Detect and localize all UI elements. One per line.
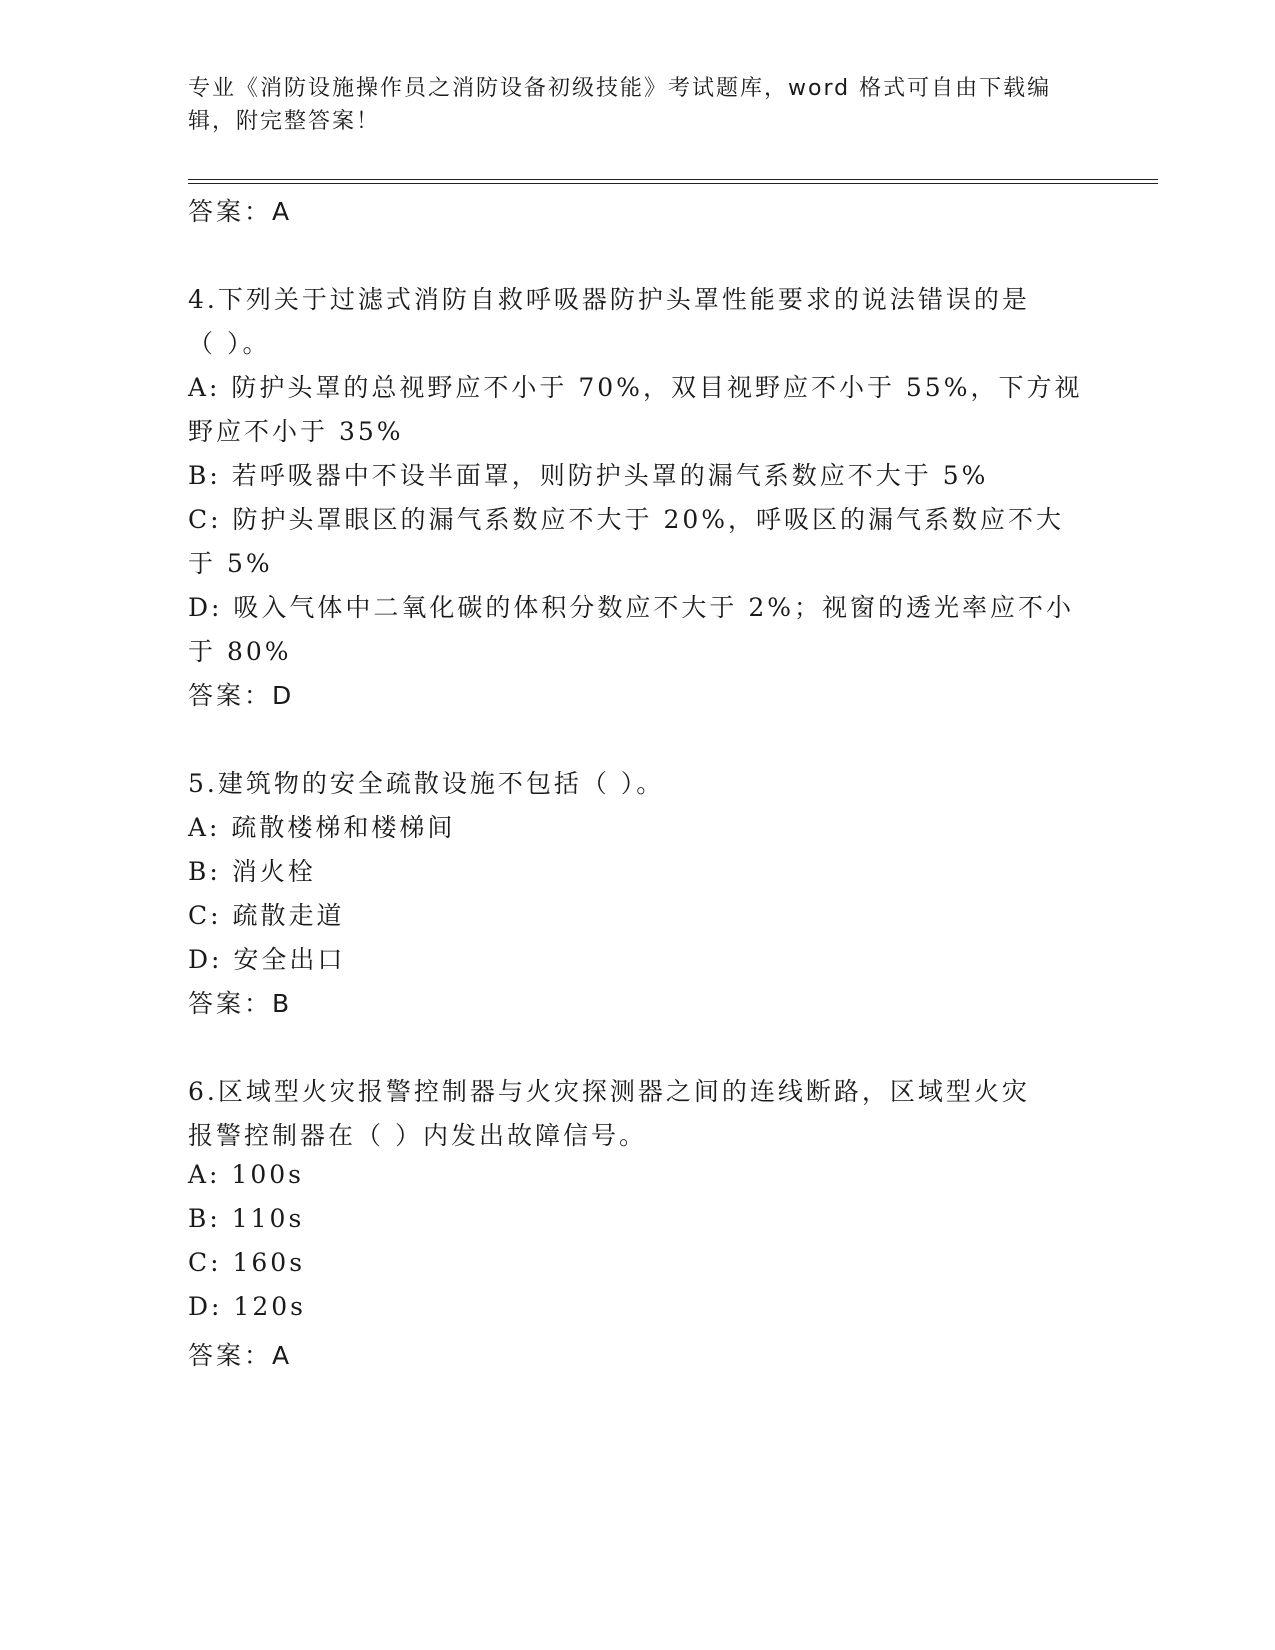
header-line-1: 专业《消防设施操作员之消防设备初级技能》考试题库，word 格式可自由下载编 [188, 76, 1052, 101]
q4-option-a-line-2: 野应不小于 35% [188, 417, 404, 446]
q6-option-d: D: 120s [188, 1292, 306, 1321]
header-rule-top [188, 179, 1158, 180]
q6-option-a: A: 100s [188, 1160, 304, 1189]
q6-option-b: B: 110s [188, 1204, 305, 1233]
q4-option-d-line-2: 于 80% [188, 637, 292, 666]
q6-stem-line-2: 报警控制器在（ ）内发出故障信号。 [188, 1121, 647, 1150]
q6-stem-line-1: 6.区域型火灾报警控制器与火灾探测器之间的连线断路，区域型火灾 [188, 1077, 1030, 1106]
q5-stem: 5.建筑物的安全疏散设施不包括（ ）。 [188, 769, 665, 798]
q4-option-d-line-1: D: 吸入气体中二氧化碳的体积分数应不大于 2%；视窗的透光率应不小 [188, 593, 1075, 622]
q4-answer: 答案：D [188, 681, 295, 710]
header-rule-bottom [188, 183, 1158, 184]
header-line-2: 辑，附完整答案！ [188, 109, 381, 134]
q6-answer: 答案：A [188, 1341, 293, 1370]
q4-stem-line-2: （ ）。 [188, 329, 271, 358]
page-header [188, 72, 1068, 138]
q4-stem-line-1: 4.下列关于过滤式消防自救呼吸器防护头罩性能要求的说法错误的是 [188, 285, 1030, 314]
q5-answer: 答案：B [188, 989, 293, 1018]
q4-option-c-line-2: 于 5% [188, 549, 273, 578]
q5-option-c: C: 疏散走道 [188, 901, 345, 930]
q5-option-b: B: 消火栓 [188, 857, 316, 886]
q4-option-b: B: 若呼吸器中不设半面罩，则防护头罩的漏气系数应不大于 5% [188, 461, 989, 490]
q5-option-a: A: 疏散楼梯和楼梯间 [188, 813, 456, 842]
q5-option-d: D: 安全出口 [188, 945, 346, 974]
q6-option-c: C: 160s [188, 1248, 306, 1277]
q4-option-c-line-1: C: 防护头罩眼区的漏气系数应不大于 20%，呼吸区的漏气系数应不大 [188, 505, 1065, 534]
q4-option-a-line-1: A: 防护头罩的总视野应不小于 70%，双目视野应不小于 55%，下方视 [188, 373, 1083, 402]
previous-answer: 答案：A [188, 197, 293, 226]
